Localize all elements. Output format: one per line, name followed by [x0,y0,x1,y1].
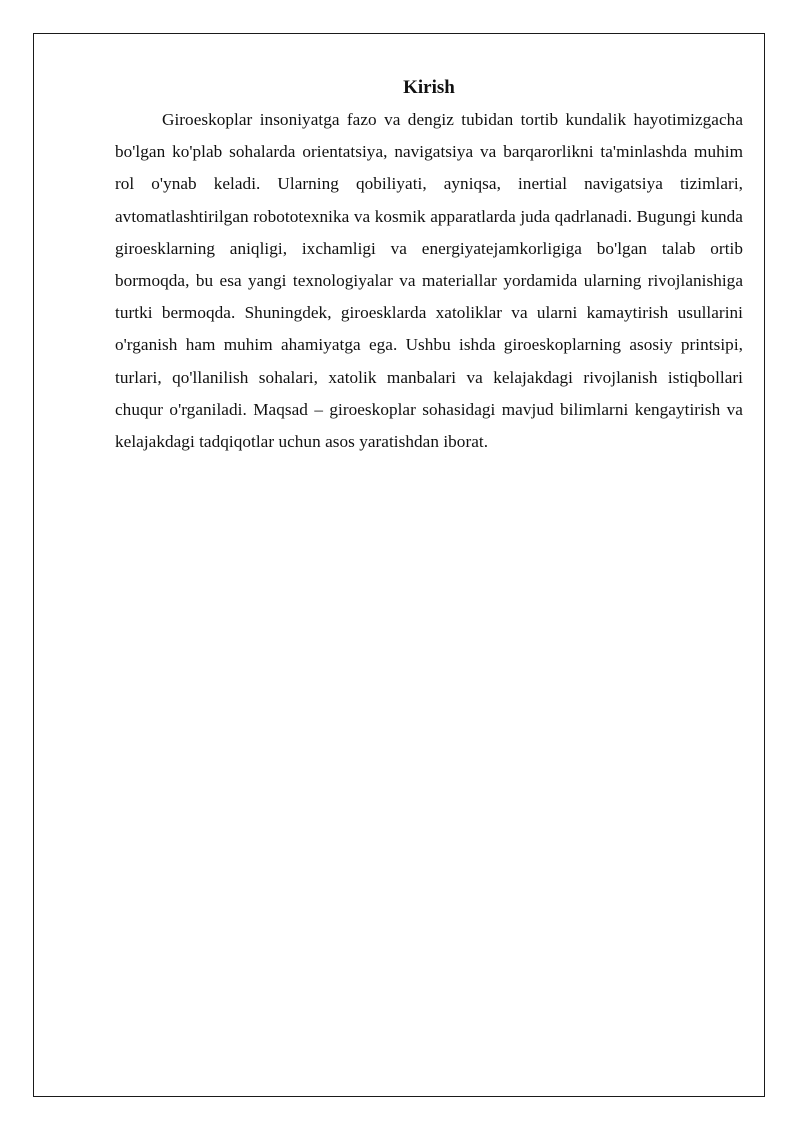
document-body [115,74,743,458]
intro-paragraph: Giroeskoplar insoniyatga fazo va dengiz tubidan tortib kundalik hayotimizgacha bo'lgan ko'plab sohalarda orientatsiya, navigatsiya va barqarorlikni ta'minlashda muhim rol o'ynab keladi. Ularning qobiliyati, ayniqsa, inertial navigatsiya tizimlari, avtomatlashtirilgan robototexnika va kosmik apparatlarda juda qadrlanadi. Bugungi kunda giroesklarning aniqligi, ixchamligi va energiyatejamkorligiga bo'lgan talab ortib bormoqda, bu esa yangi texnologiyalar va materiallar yordamida ularning rivojlanishiga turtki bermoqda. Shuningdek, giroesklarda xatoliklar va ularni kamaytirish usullarini o'rganish ham muhim ahamiyatga ega. Ushbu ishda giroeskoplarning asosiy printsipi, turlari, qo'llanilish sohalari, xatolik manbalari va kelajakdagi rivojlanish istiqbollari chuqur o'rganiladi. Maqsad – giroeskoplar sohasidagi mavjud bilimlarni kengaytirish va kelajakdagi tadqiqotlar uchun asos yaratishdan iborat. [115,110,743,452]
section-heading: Kirish [403,77,455,98]
